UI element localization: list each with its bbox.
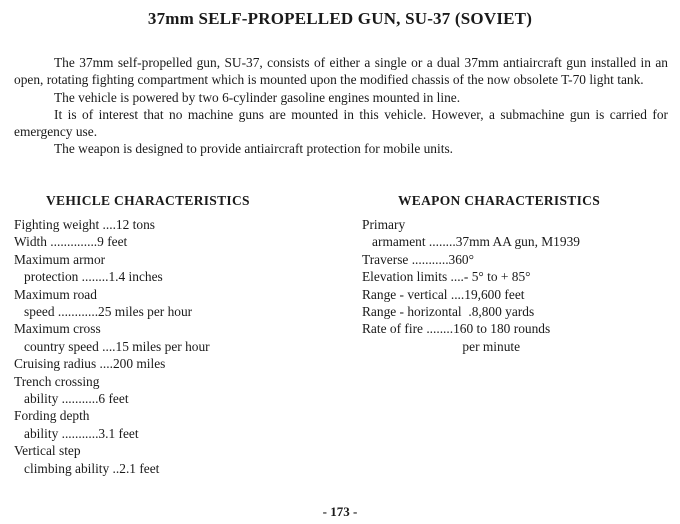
spec-line: per minute (362, 338, 521, 354)
vehicle-characteristics-heading: VEHICLE CHARACTERISTICS (46, 193, 250, 208)
spec-line: armament ........37mm AA gun, M1939 (362, 234, 580, 250)
spec-line: climbing ability ..2.1 feet (14, 460, 160, 476)
spec-line: Vertical step (14, 443, 81, 459)
spec-line: Maximum armor (14, 251, 106, 267)
spec-line: Cruising radius ....200 miles (14, 356, 166, 372)
spec-line: Traverse ...........360° (362, 251, 474, 267)
spec-line: ability ...........3.1 feet (14, 425, 139, 441)
spec-line: ability ...........6 feet (14, 391, 129, 407)
spec-line: Fording depth (14, 408, 90, 424)
spec-line: Fighting weight ....12 tons (14, 217, 155, 232)
intro-text (14, 54, 668, 158)
spec-line: protection ........1.4 inches (14, 269, 163, 285)
spec-line: Range - horizontal .8,800 yards (362, 304, 535, 320)
vehicle-characteristics-list (14, 216, 354, 477)
weapon-characteristics-heading: WEAPON CHARACTERISTICS (398, 193, 601, 208)
spec-line: speed ............25 miles per hour (14, 304, 193, 320)
page-number: - 173 - (322, 504, 358, 519)
spec-line: country speed ....15 miles per hour (14, 338, 210, 354)
spec-line: Width ..............9 feet (14, 234, 128, 250)
page-title: 37mm SELF-PROPELLED GUN, SU-37 (SOVIET) (147, 9, 533, 28)
intro-paragraph: The 37mm self-propelled gun, SU-37, consists of either a single or a dual 37mm antiaircraft gun installed in an open, rotating fighting compartment which is mounted upon the modified chassis of the now obsolete T-70 light tank. (14, 55, 668, 88)
spec-line: Trench crossing (14, 373, 100, 389)
intro-paragraph: The vehicle is powered by two 6-cylinder gasoline engines mounted in line. (54, 89, 461, 105)
spec-line: Rate of fire ........160 to 180 rounds (362, 321, 551, 337)
spec-line: Elevation limits ....- 5° to + 85° (362, 269, 531, 285)
spec-line: Maximum road (14, 286, 97, 302)
spec-line: Primary (362, 217, 406, 232)
spec-line: Range - vertical ....19,600 feet (362, 286, 525, 302)
weapon-characteristics-list (362, 216, 672, 355)
intro-paragraph: It is of interest that no machine guns are mounted in this vehicle. However, a submachine gun is carried for emergency use. (14, 106, 668, 140)
spec-line: Maximum cross (14, 321, 101, 337)
intro-paragraph: The weapon is designed to provide antiaircraft protection for mobile units. (54, 141, 453, 157)
